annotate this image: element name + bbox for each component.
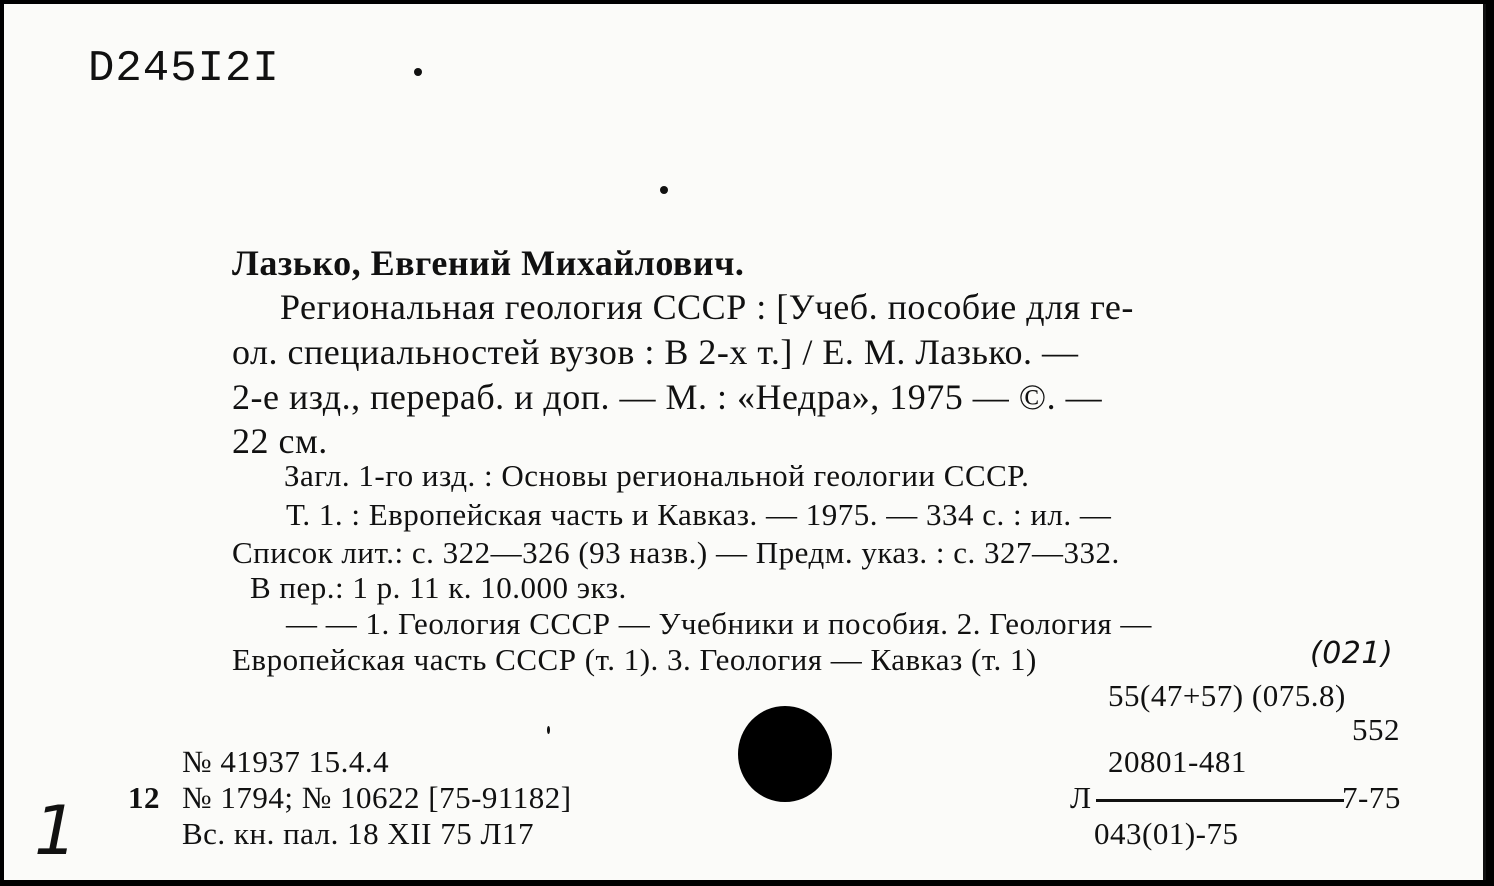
punch-hole [738, 706, 832, 802]
ink-speck [660, 186, 668, 194]
classification-line-2: 552 [1352, 712, 1400, 747]
series-code: 043(01)-75 [1094, 816, 1239, 851]
entry-line-1: Региональная геология СССР : [Учеб. пособие для ге- [280, 287, 1134, 327]
subject-line-2: Европейская часть СССР (т. 1). 3. Геология — Кавказ (т. 1) [232, 642, 1037, 677]
chamber-note: Вс. кн. пал. 18 XII 75 Л17 [182, 816, 534, 851]
author-heading: Лазько, Евгений Михайлович. [232, 243, 745, 283]
fraction-left: Л [1070, 780, 1092, 815]
record-number: № 41937 15.4.4 [182, 744, 390, 779]
ink-speck [547, 726, 550, 734]
volume-line-2: Список лит.: с. 322—326 (93 назв.) — Предм. указ. : с. 327—332. [232, 535, 1120, 570]
volume-line-1: Т. 1. : Европейская часть и Кавказ. — 1975. — 334 с. : ил. — [286, 497, 1112, 532]
classification-line-1: 55(47+57) (075.8) [1108, 678, 1346, 713]
handwritten-mark: 1 [34, 792, 78, 871]
volume-line-3: В пер.: 1 р. 11 к. 10.000 экз. [250, 570, 627, 605]
title-note: Загл. 1-го изд. : Основы региональной геологии СССР. [284, 458, 1030, 493]
subject-line-1: — — 1. Геология СССР — Учебники и пособия. 2. Геология — [286, 606, 1152, 641]
publisher-code: 20801-481 [1108, 744, 1247, 779]
handwritten-code: (021) [1310, 636, 1394, 671]
entry-line-3: 2-е изд., перераб. и доп. — М. : «Недра», 1975 — ©. — [232, 377, 1103, 417]
fraction-right: 7-75 [1342, 780, 1401, 815]
record-prefix: 12 [128, 780, 160, 815]
ink-speck [414, 68, 422, 76]
entry-line-2: ол. специальностей вузов : В 2-х т.] / Е. М. Лазько. — [232, 332, 1079, 372]
fraction-line [1096, 799, 1344, 802]
entry-line-4: 22 см. [232, 421, 328, 461]
order-numbers: № 1794; № 10622 [75-91182] [182, 780, 572, 815]
call-number: D245I2I [88, 44, 280, 94]
catalog-card [4, 4, 1486, 880]
